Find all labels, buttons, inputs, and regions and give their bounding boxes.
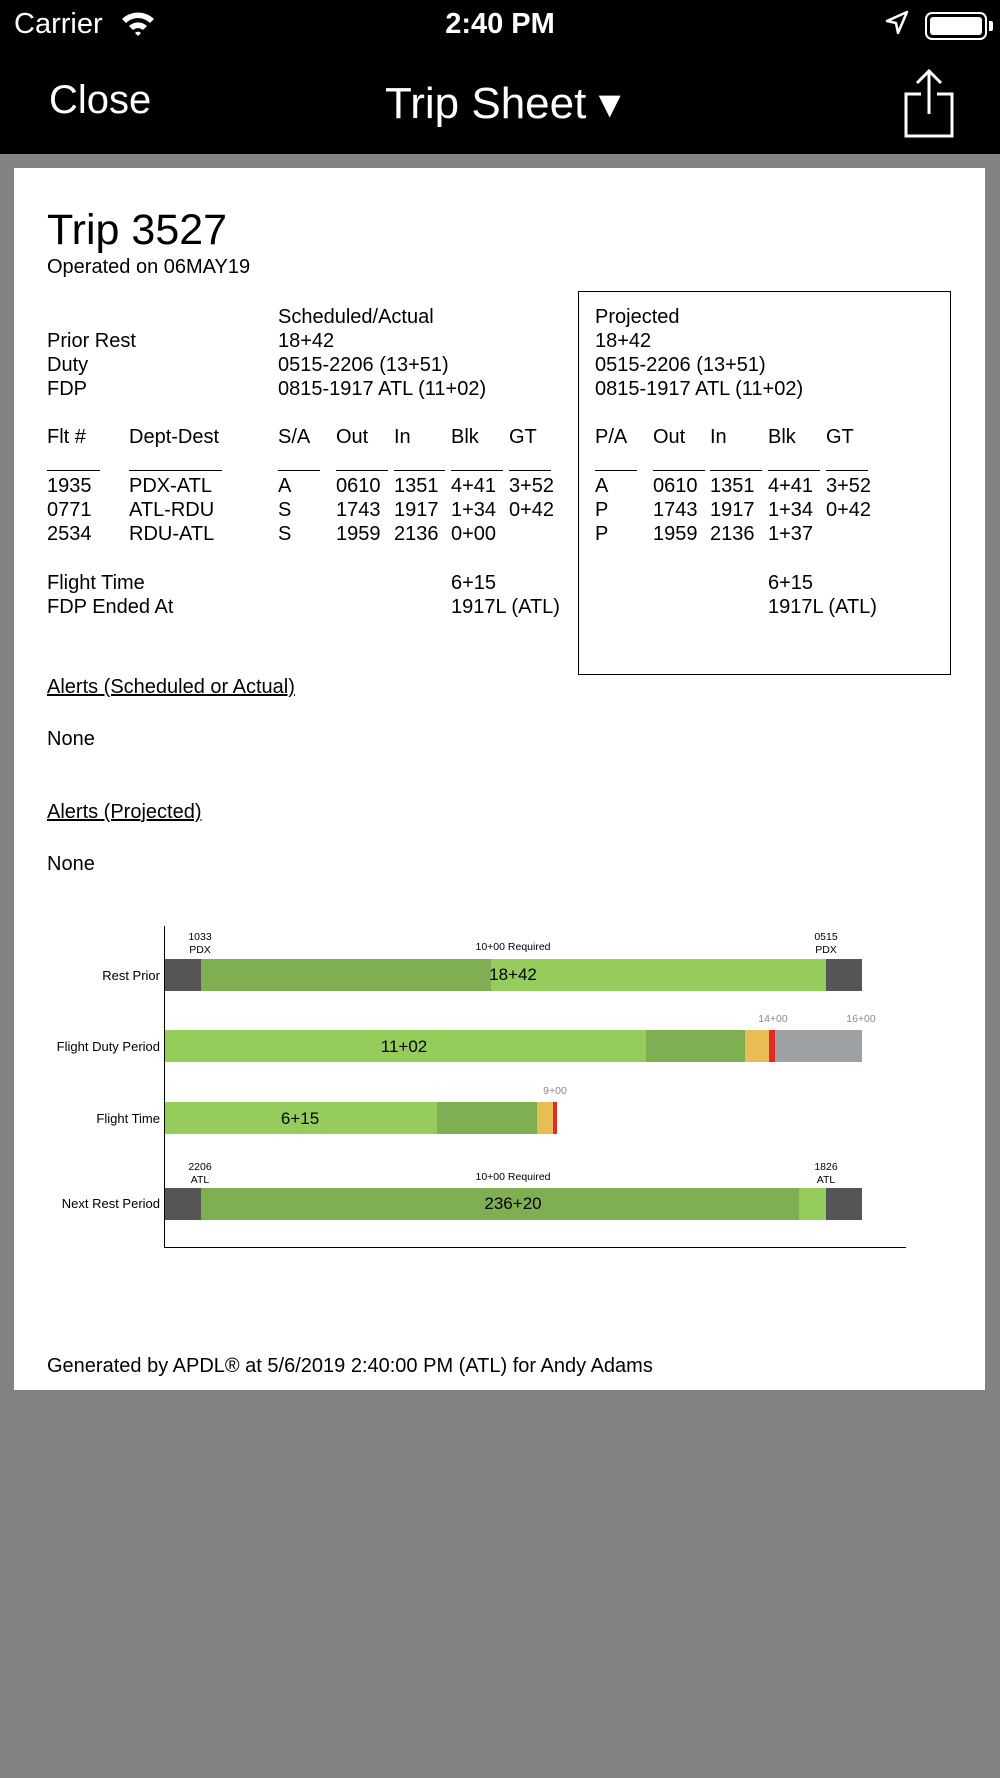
proj-flight-3-pa: P xyxy=(595,523,609,545)
trip-title: Trip 3527 xyxy=(47,206,228,254)
alerts-projected-value: None xyxy=(47,853,95,875)
projected-prior-rest: 18+42 xyxy=(595,330,652,352)
rest-prior-bar-required xyxy=(201,959,491,991)
flight-2-route: ATL-RDU xyxy=(129,499,215,521)
rest-prior-end-station: PDX xyxy=(815,944,837,956)
proj-flight-2-blk: 1+34 xyxy=(768,499,814,521)
flight-time-bar-caution xyxy=(537,1102,553,1134)
col-blk: Blk xyxy=(451,426,479,448)
rest-prior-value: 18+42 xyxy=(489,965,537,984)
next-rest-bar-extra xyxy=(799,1188,826,1220)
col-proj-in: In xyxy=(710,426,727,448)
flight-1-out: 0610 xyxy=(336,475,381,497)
scheduled-duty: 0515-2206 (13+51) xyxy=(278,354,449,376)
rest-prior-start-time: 1033 xyxy=(188,931,212,943)
next-rest-value: 236+20 xyxy=(484,1194,542,1213)
next-rest-bar-start xyxy=(165,1188,201,1220)
underline xyxy=(394,470,445,471)
flight-3-blk: 0+00 xyxy=(451,523,497,545)
flight-time-value: 6+15 xyxy=(280,1109,320,1128)
underline xyxy=(336,470,388,471)
underline xyxy=(710,470,762,471)
rest-prior-required: 10+00 Required xyxy=(475,941,551,953)
generated-footer: Generated by APDL® at 5/6/2019 2:40:00 PM (ATL) for Andy Adams xyxy=(47,1355,653,1377)
projected-header: Projected xyxy=(595,306,680,328)
proj-flight-2-out: 1743 xyxy=(653,499,698,521)
rest-prior-bar-extra xyxy=(491,959,826,991)
clock: 2:40 PM xyxy=(445,8,555,40)
location-arrow-icon xyxy=(885,10,909,41)
operated-date: Operated on 06MAY19 xyxy=(47,256,251,278)
chart-label-fdp: Flight Duty Period xyxy=(56,1039,160,1054)
share-icon[interactable] xyxy=(904,68,954,143)
next-rest-start-station: ATL xyxy=(190,1174,210,1186)
underline xyxy=(47,470,100,471)
underline xyxy=(129,470,222,471)
col-proj-out: Out xyxy=(653,426,686,448)
rest-prior-end-time: 0515 xyxy=(814,931,838,943)
proj-flight-3-out: 1959 xyxy=(653,523,698,545)
close-button[interactable]: Close xyxy=(49,78,152,122)
flight-2-in: 1917 xyxy=(394,499,439,521)
underline xyxy=(509,470,551,471)
proj-flight-2-in: 1917 xyxy=(710,499,755,521)
flight-3-route: RDU-ATL xyxy=(129,523,215,545)
flight-2-sa: S xyxy=(278,499,292,521)
rest-prior-start-station: PDX xyxy=(189,944,211,956)
flight-time-bar-remaining xyxy=(437,1102,537,1134)
underline xyxy=(278,470,320,471)
proj-flight-1-in: 1351 xyxy=(710,475,755,497)
proj-flight-2-gt: 0+42 xyxy=(826,499,872,521)
fdp-bar-extension xyxy=(775,1030,862,1062)
status-bar xyxy=(0,0,1000,50)
proj-flight-1-blk: 4+41 xyxy=(768,475,814,497)
flight-1-sa: A xyxy=(278,475,292,497)
col-proj-blk: Blk xyxy=(768,426,796,448)
flight-1-blk: 4+41 xyxy=(451,475,497,497)
rest-prior-bar-start xyxy=(165,959,201,991)
scheduled-fdp: 0815-1917 ATL (11+02) xyxy=(278,378,487,400)
scheduled-prior-rest: 18+42 xyxy=(278,330,335,352)
proj-flight-3-in: 2136 xyxy=(710,523,755,545)
chart-label-rest-prior: Rest Prior xyxy=(102,968,160,983)
col-out: Out xyxy=(336,426,369,448)
flight-1-number: 1935 xyxy=(47,475,92,497)
col-flt: Flt # xyxy=(47,426,86,448)
fdp-limit-b: 16+00 xyxy=(846,1013,876,1025)
alerts-scheduled-value: None xyxy=(47,728,95,750)
flight-2-blk: 1+34 xyxy=(451,499,497,521)
label-duty: Duty xyxy=(47,354,89,376)
next-rest-bar-end xyxy=(826,1188,862,1220)
fdp-bar-caution xyxy=(745,1030,769,1062)
fdp-value: 11+02 xyxy=(380,1037,428,1056)
flight-3-in: 2136 xyxy=(394,523,439,545)
col-sa: S/A xyxy=(278,426,311,448)
underline xyxy=(595,470,637,471)
col-pa: P/A xyxy=(595,426,628,448)
carrier-label: Carrier xyxy=(14,8,103,40)
flight-3-sa: S xyxy=(278,523,292,545)
fdp-limit-a: 14+00 xyxy=(758,1013,788,1025)
flight-time-bar-limit xyxy=(553,1102,557,1134)
alerts-scheduled-title[interactable]: Alerts (Scheduled or Actual) xyxy=(47,676,295,698)
underline xyxy=(451,470,503,471)
total-flight-time: 6+15 xyxy=(451,572,497,594)
flight-1-route: PDX-ATL xyxy=(129,475,212,497)
total-fdp-ended: 1917L (ATL) xyxy=(451,596,560,618)
battery-icon xyxy=(925,12,987,40)
next-rest-start-time: 2206 xyxy=(188,1161,212,1173)
col-dept-dest: Dept-Dest xyxy=(129,426,220,448)
next-rest-required: 10+00 Required xyxy=(475,1171,551,1183)
label-flight-time: Flight Time xyxy=(47,572,145,594)
chart-label-next-rest: Next Rest Period xyxy=(61,1196,160,1211)
col-gt: GT xyxy=(509,426,537,448)
flight-2-gt: 0+42 xyxy=(509,499,555,521)
label-prior-rest: Prior Rest xyxy=(47,330,136,352)
flight-2-out: 1743 xyxy=(336,499,381,521)
proj-flight-1-pa: A xyxy=(595,475,609,497)
next-rest-end-time: 1826 xyxy=(814,1161,838,1173)
proj-flight-1-out: 0610 xyxy=(653,475,698,497)
proj-flight-2-pa: P xyxy=(595,499,609,521)
next-rest-end-station: ATL xyxy=(816,1174,836,1186)
col-proj-gt: GT xyxy=(826,426,854,448)
trip-sheet-menu-button[interactable]: Trip Sheet ▾ xyxy=(385,79,621,128)
flight-1-in: 1351 xyxy=(394,475,439,497)
projected-fdp: 0815-1917 ATL (11+02) xyxy=(595,378,804,400)
flight-time-limit: 9+00 xyxy=(543,1085,567,1097)
flight-2-number: 0771 xyxy=(47,499,92,521)
underline xyxy=(826,470,868,471)
projected-duty: 0515-2206 (13+51) xyxy=(595,354,766,376)
label-fdp-ended: FDP Ended At xyxy=(47,596,174,618)
col-in: In xyxy=(394,426,411,448)
alerts-projected-title[interactable]: Alerts (Projected) xyxy=(47,801,202,823)
proj-flight-time: 6+15 xyxy=(768,572,814,594)
proj-flight-1-gt: 3+52 xyxy=(826,475,872,497)
navigation-bar xyxy=(0,50,1000,154)
label-fdp: FDP xyxy=(47,378,87,400)
battery-tip xyxy=(989,21,993,31)
chart-x-axis xyxy=(164,1247,906,1248)
flight-3-number: 2534 xyxy=(47,523,92,545)
rest-prior-bar-end xyxy=(826,959,862,991)
chart-label-flight-time: Flight Time xyxy=(96,1111,160,1126)
fdp-bar-remaining xyxy=(646,1030,745,1062)
underline xyxy=(653,470,705,471)
flight-3-out: 1959 xyxy=(336,523,381,545)
underline xyxy=(768,470,820,471)
proj-flight-3-blk: 1+37 xyxy=(768,523,814,545)
scheduled-header: Scheduled/Actual xyxy=(278,306,434,328)
flight-1-gt: 3+52 xyxy=(509,475,555,497)
proj-fdp-ended: 1917L (ATL) xyxy=(768,596,877,618)
